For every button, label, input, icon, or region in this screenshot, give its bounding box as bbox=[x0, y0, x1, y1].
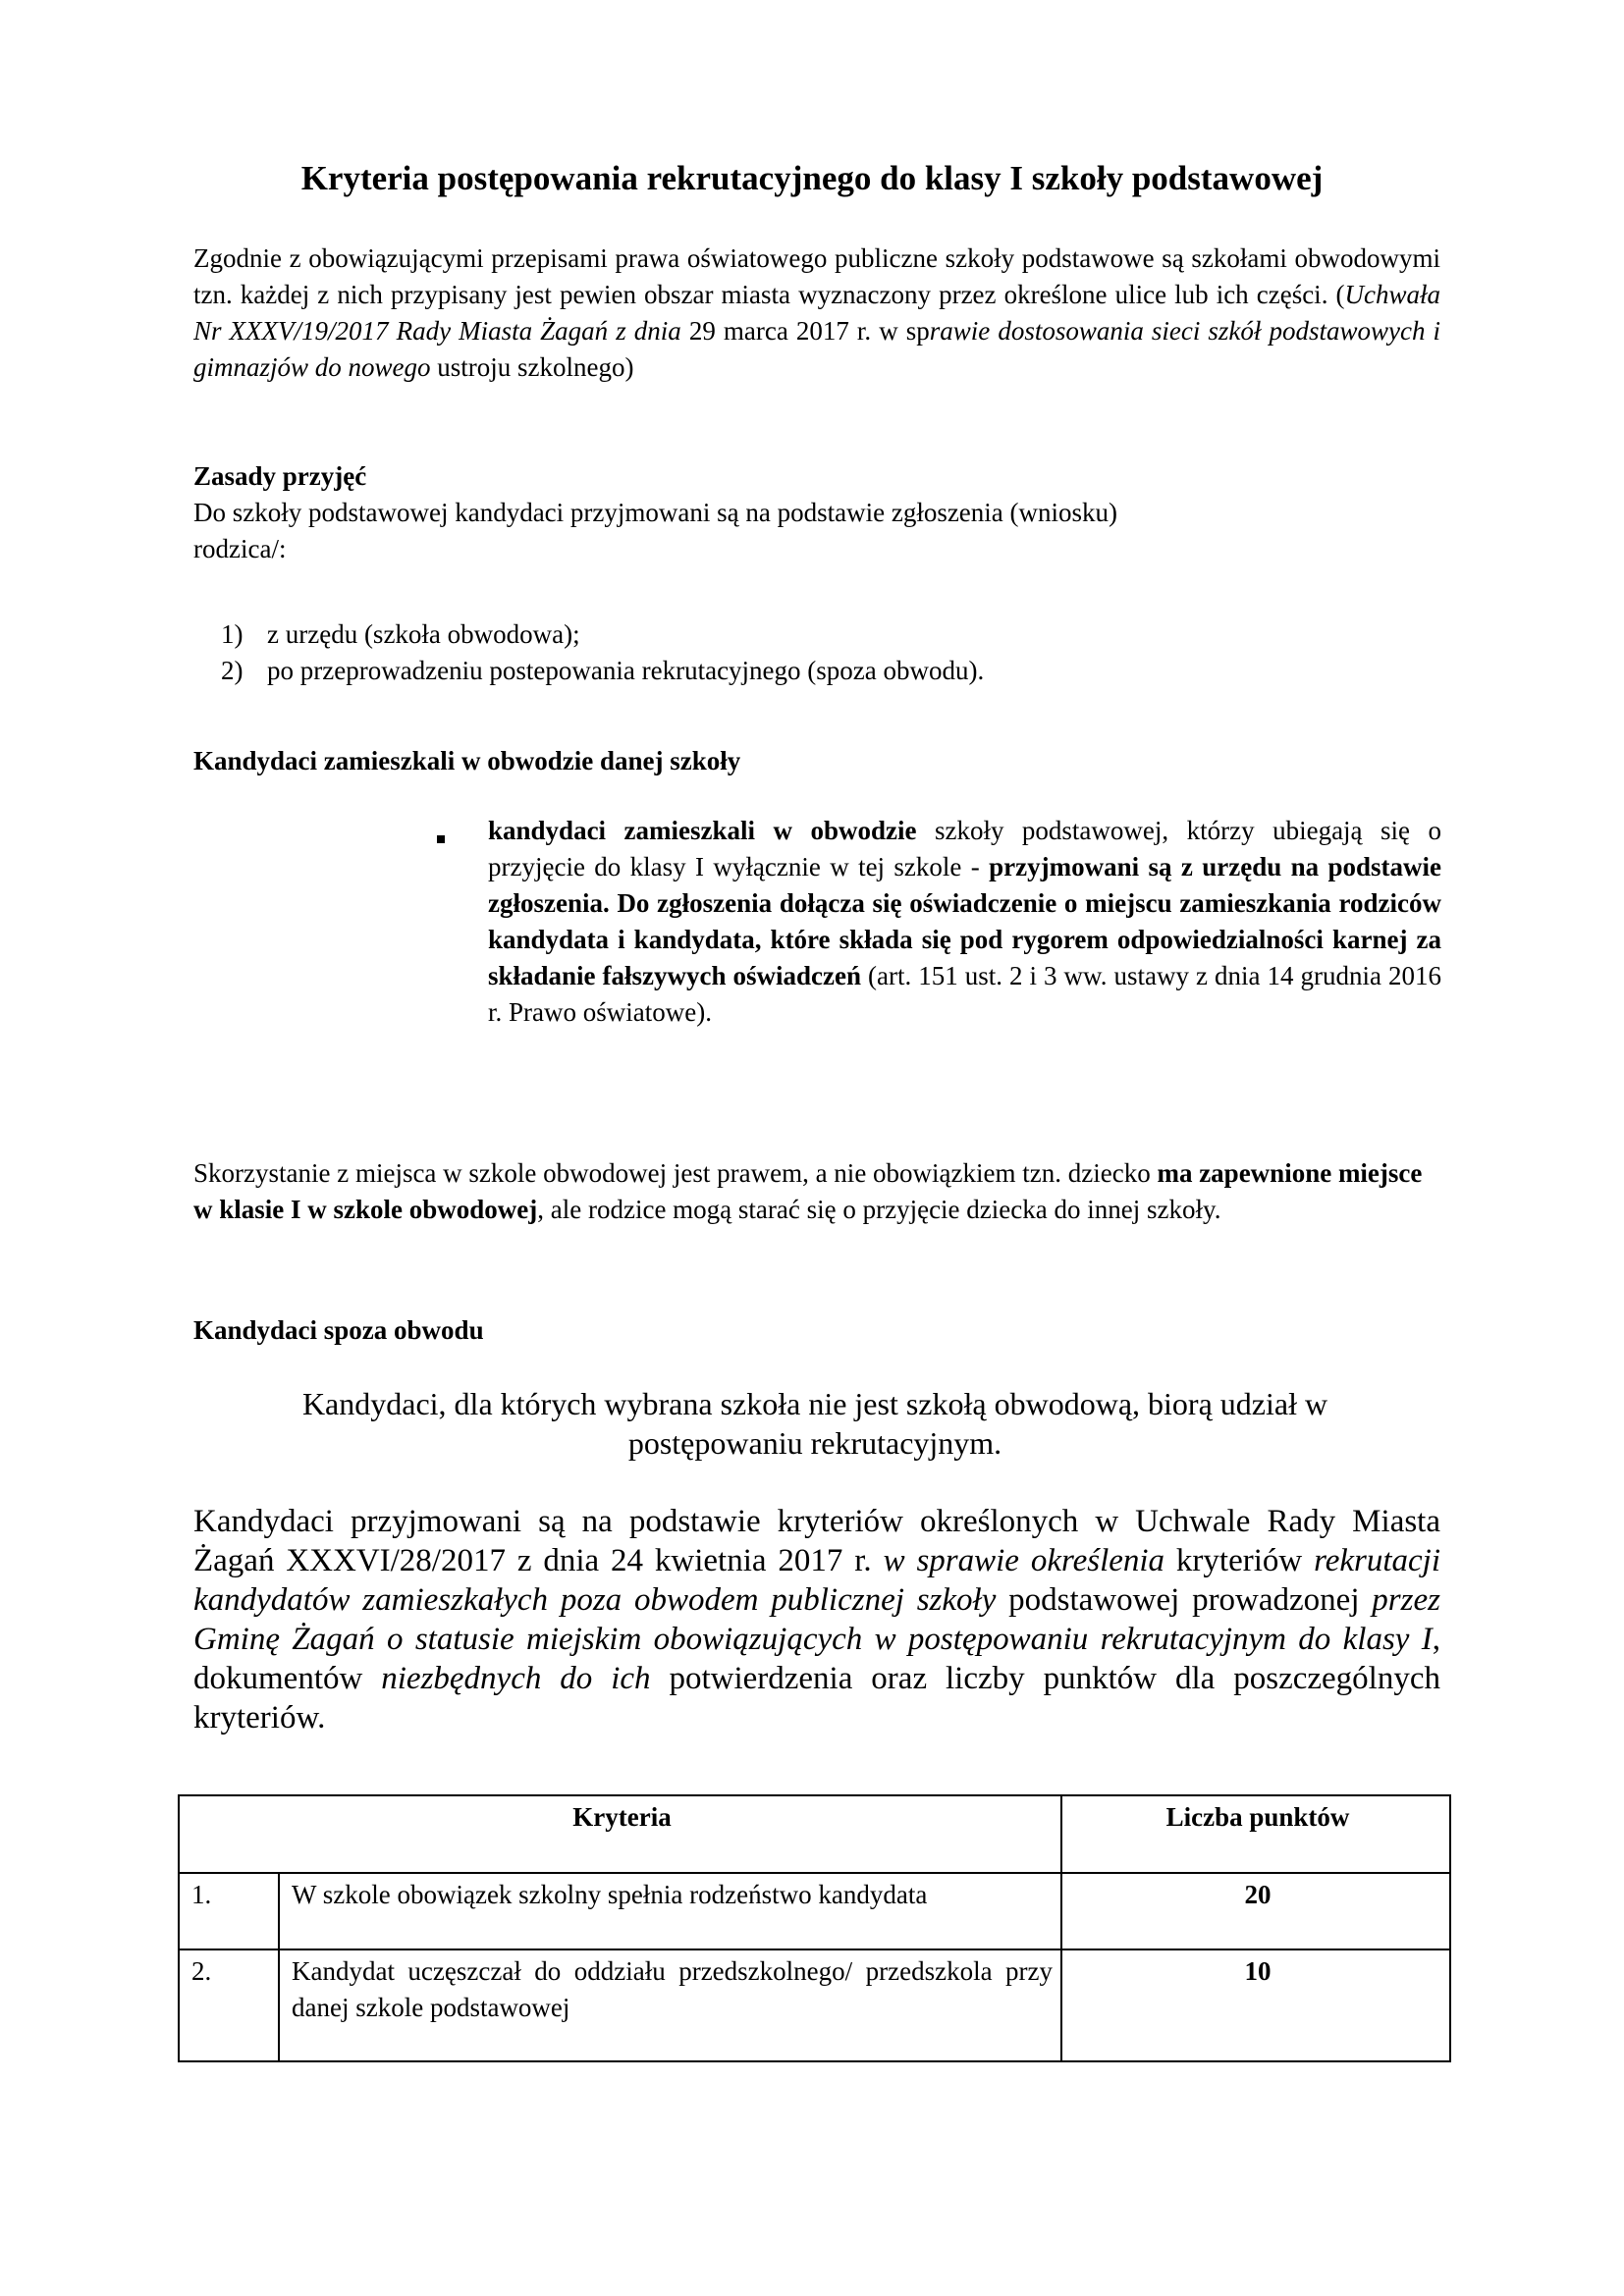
in-district-note bbox=[193, 1155, 1440, 1228]
table-header-row bbox=[179, 1795, 1450, 1873]
intro-end: ustroju szkolnego) bbox=[430, 352, 634, 382]
admission-modes-list bbox=[221, 616, 984, 689]
list-item bbox=[221, 616, 984, 653]
row-number: 2. bbox=[179, 1949, 279, 2061]
bullet-legal-ref: (art. 151 ust. 2 i 3 ww. ustawy z dnia 14 grudnia 2016 r. Prawo oświatowe). bbox=[488, 961, 1441, 1027]
header-points: Liczba punktów bbox=[1061, 1795, 1450, 1873]
list-item-number: 1) bbox=[221, 619, 244, 649]
in-district-heading: Kandydaci zamieszkali w obwodzie danej szkoły bbox=[193, 746, 741, 775]
list-item bbox=[221, 653, 984, 689]
intro-text: Zgodnie z obowiązującymi przepisami prawa oświatowego publiczne szkoły podstawowe są szkołami obwodowymi tzn. każdej z nich przypisany jest pewien obszar miasta wyznaczony przez określone ulice lub ich części. ( bbox=[193, 243, 1440, 309]
bullet-bold-body: przyjmowani są z urzędu na podstawie zgłoszenia. Do zgłoszenia dołącza się oświadczenie o miejscu zamieszkania rodziców kandydata i kandydata, które składa się pod rygorem odpowiedzialności karnej za składanie fałszywych oświadczeń bbox=[488, 852, 1441, 990]
out-of-district-centered-text: Kandydaci, dla których wybrana szkoła nie jest szkołą obwodową, biorą udział w postępowaniu rekrutacyjnym. bbox=[301, 1386, 1328, 1461]
admission-rules-heading: Zasady przyjęć bbox=[193, 461, 367, 491]
intro-resolution-ref: Uchwała Nr XXXV/19/2017 Rady Miasta Żagań z dnia bbox=[193, 280, 1440, 346]
intro-resolution-subject: rawie dostosowania sieci szkół podstawowych i gimnazjów do nowego bbox=[193, 316, 1440, 382]
in-district-bullet-text bbox=[488, 813, 1441, 1031]
para-italic-2: rekrutacji kandydatów zamieszkałych poza obwodem publicznej szkoły bbox=[193, 1543, 1440, 1618]
table-row bbox=[179, 1873, 1450, 1949]
row-points: 10 bbox=[1061, 1949, 1450, 2061]
admission-rules-section bbox=[193, 458, 1440, 567]
note-plain-1: Skorzystanie z miejsca w szkole obwodowej jest prawem, a nie obowiązkiem tzn. dziecko bbox=[193, 1158, 1158, 1188]
note-bold: ma zapewnione miejsce w klasie I w szkole obwodowej bbox=[193, 1158, 1423, 1224]
note-plain-2: , ale rodzice mogą starać się o przyjęcie dziecka do innej szkoły. bbox=[537, 1195, 1221, 1224]
bullet-square-icon bbox=[437, 835, 445, 843]
intro-date: 29 marca 2017 r. w sp bbox=[680, 316, 930, 346]
criteria-table bbox=[178, 1794, 1451, 2062]
list-item-text: z urzędu (szkoła obwodowa); bbox=[267, 619, 580, 649]
para-plain-2: kryteriów bbox=[1164, 1543, 1315, 1578]
para-plain-4: , dokumentów bbox=[193, 1622, 1440, 1696]
intro-paragraph bbox=[193, 240, 1440, 386]
para-italic-3: przez Gminę Żagań o statusie miejskim obowiązujących w postępowaniu rekrutacyjnym do klasy I bbox=[193, 1582, 1440, 1657]
document-title: Kryteria postępowania rekrutacyjnego do klasy I szkoły podstawowej bbox=[300, 159, 1324, 197]
row-number: 1. bbox=[179, 1873, 279, 1949]
out-of-district-criteria-paragraph bbox=[193, 1502, 1440, 1737]
row-points: 20 bbox=[1061, 1873, 1450, 1949]
out-of-district-heading: Kandydaci spoza obwodu bbox=[193, 1315, 484, 1345]
bullet-bold-lead: kandydaci zamieszkali w obwodzie bbox=[488, 816, 917, 845]
list-item-text: po przeprowadzeniu postepowania rekrutacyjnego (spoza obwodu). bbox=[267, 656, 985, 685]
admission-rules-text: Do szkoły podstawowej kandydaci przyjmowani są na podstawie zgłoszenia (wniosku) rodzica/: bbox=[193, 498, 1118, 563]
bullet-plain-1: szkoły podstawowej, którzy ubiegają się o przyjęcie do klasy I wyłącznie w tej szkole - bbox=[488, 816, 1441, 881]
row-criterion: Kandydat uczęszczał do oddziału przedszkolnego/ przedszkola przy danej szkole podstawowej bbox=[279, 1949, 1061, 2061]
row-criterion: W szkole obowiązek szkolny spełnia rodzeństwo kandydata bbox=[279, 1873, 1061, 1949]
header-criteria: Kryteria bbox=[179, 1795, 1061, 1873]
para-italic-1: w sprawie określenia bbox=[883, 1543, 1165, 1578]
para-plain-5: potwierdzenia oraz liczby punktów dla poszczególnych kryteriów. bbox=[193, 1661, 1440, 1735]
para-plain-1: Kandydaci przyjmowani są na podstawie kryteriów określonych w Uchwale Rady Miasta Żagań XXXVI/28/2017 z dnia 24 kwietnia 2017 r. bbox=[193, 1504, 1440, 1578]
list-item-number: 2) bbox=[221, 656, 244, 685]
table-row bbox=[179, 1949, 1450, 2061]
para-plain-3: podstawowej prowadzonej bbox=[996, 1582, 1373, 1618]
para-italic-4: niezbędnych do ich bbox=[381, 1661, 651, 1696]
